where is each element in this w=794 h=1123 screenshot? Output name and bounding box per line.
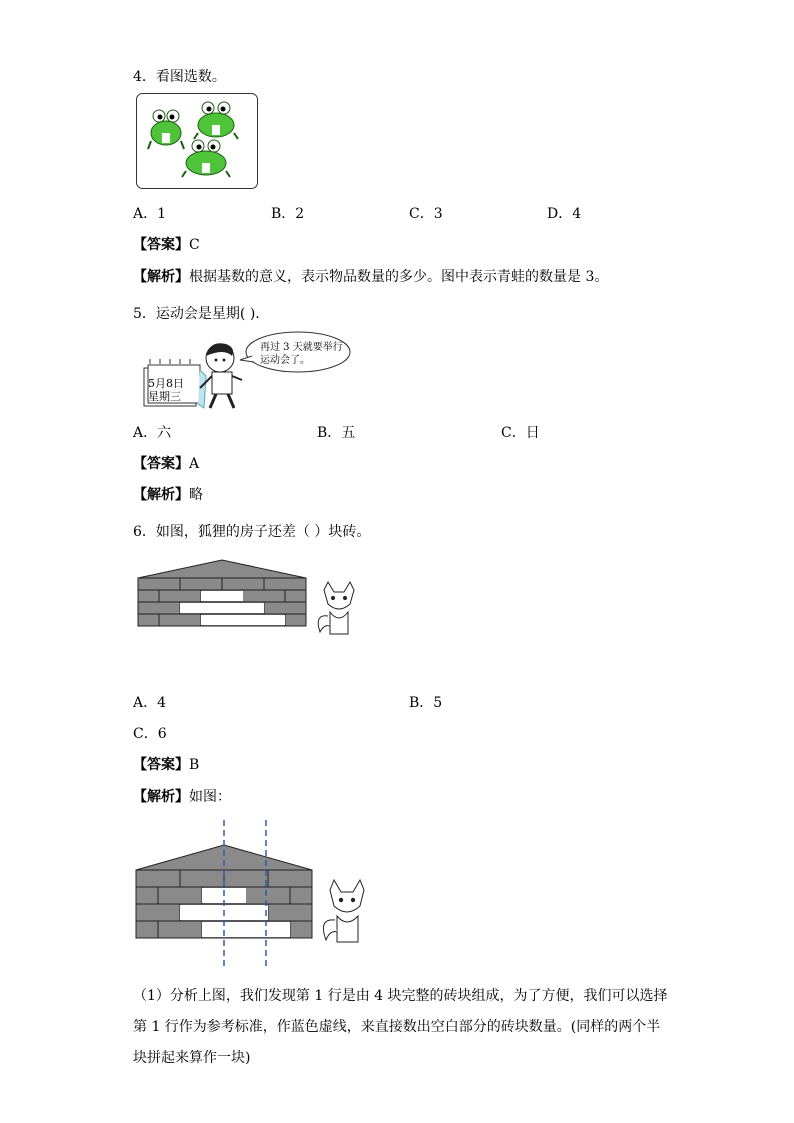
q6-title: 6．如图，狐狸的房子还差（ ）块砖。 xyxy=(133,524,371,540)
q4-option-b[interactable]: B．2 xyxy=(271,206,305,222)
q6-explanation-line-2: 第 1 行作为参考标准，作蓝色虚线，来直接数出空白部分的砖块数量。(同样的两个半 xyxy=(133,1019,661,1035)
q4-option-d[interactable]: D．4 xyxy=(547,206,582,222)
q6-explanation-line-3: 块拼起来算作一块) xyxy=(133,1050,251,1066)
calendar-line-2: 星期三 xyxy=(148,390,181,403)
analysis-text: 如图： xyxy=(189,789,231,805)
brick-house-picture xyxy=(138,560,370,646)
answer-label: 【答案】 xyxy=(133,757,189,773)
q6-analysis xyxy=(133,786,231,806)
answer-label: 【答案】 xyxy=(133,237,189,253)
analysis-label: 【解析】 xyxy=(133,789,189,805)
fox-icon xyxy=(323,880,364,942)
speech-text xyxy=(260,341,343,367)
q6-answer xyxy=(133,754,199,774)
analysis-label: 【解析】 xyxy=(133,487,189,503)
q4-option-a[interactable]: A．1 xyxy=(133,206,167,222)
q5-option-a[interactable]: A．六 xyxy=(133,425,172,441)
analysis-label: 【解析】 xyxy=(133,269,189,285)
brick-house-solution-picture xyxy=(136,820,386,970)
q6-option-c[interactable]: C．6 xyxy=(133,726,167,742)
q6-option-b[interactable]: B．5 xyxy=(409,695,443,711)
fox-icon xyxy=(318,582,354,634)
frogs-picture xyxy=(136,93,258,189)
answer-value: B xyxy=(189,757,200,773)
q5-analysis xyxy=(133,484,203,504)
q5-option-c[interactable]: C．日 xyxy=(501,425,540,441)
speech-line-2: 运动会了。 xyxy=(260,355,310,366)
calendar-line-1: 5月8日 xyxy=(148,377,184,390)
q4-analysis xyxy=(133,266,608,286)
speech-line-1: 再过 3 天就要举行 xyxy=(260,342,343,353)
answer-value: C xyxy=(189,237,200,253)
q4-title: 4．看图选数。 xyxy=(133,69,226,85)
analysis-text: 根据基数的意义，表示物品数量的多少。图中表示青蛙的数量是 3。 xyxy=(189,269,609,285)
q5-option-b[interactable]: B．五 xyxy=(317,425,356,441)
q6-explanation-line-1: （1）分析上图，我们发现第 1 行是由 4 块完整的砖块组成，为了方便，我们可以选择 xyxy=(133,988,668,1004)
q6-option-a[interactable]: A．4 xyxy=(133,695,167,711)
q5-title: 5．运动会是星期( ). xyxy=(133,306,260,322)
q4-option-c[interactable]: C．3 xyxy=(409,206,443,222)
q4-answer xyxy=(133,234,200,254)
q5-answer xyxy=(133,453,199,473)
calendar-date xyxy=(148,377,184,403)
analysis-text: 略 xyxy=(189,487,203,503)
answer-value: A xyxy=(189,456,200,472)
answer-label: 【答案】 xyxy=(133,456,189,472)
